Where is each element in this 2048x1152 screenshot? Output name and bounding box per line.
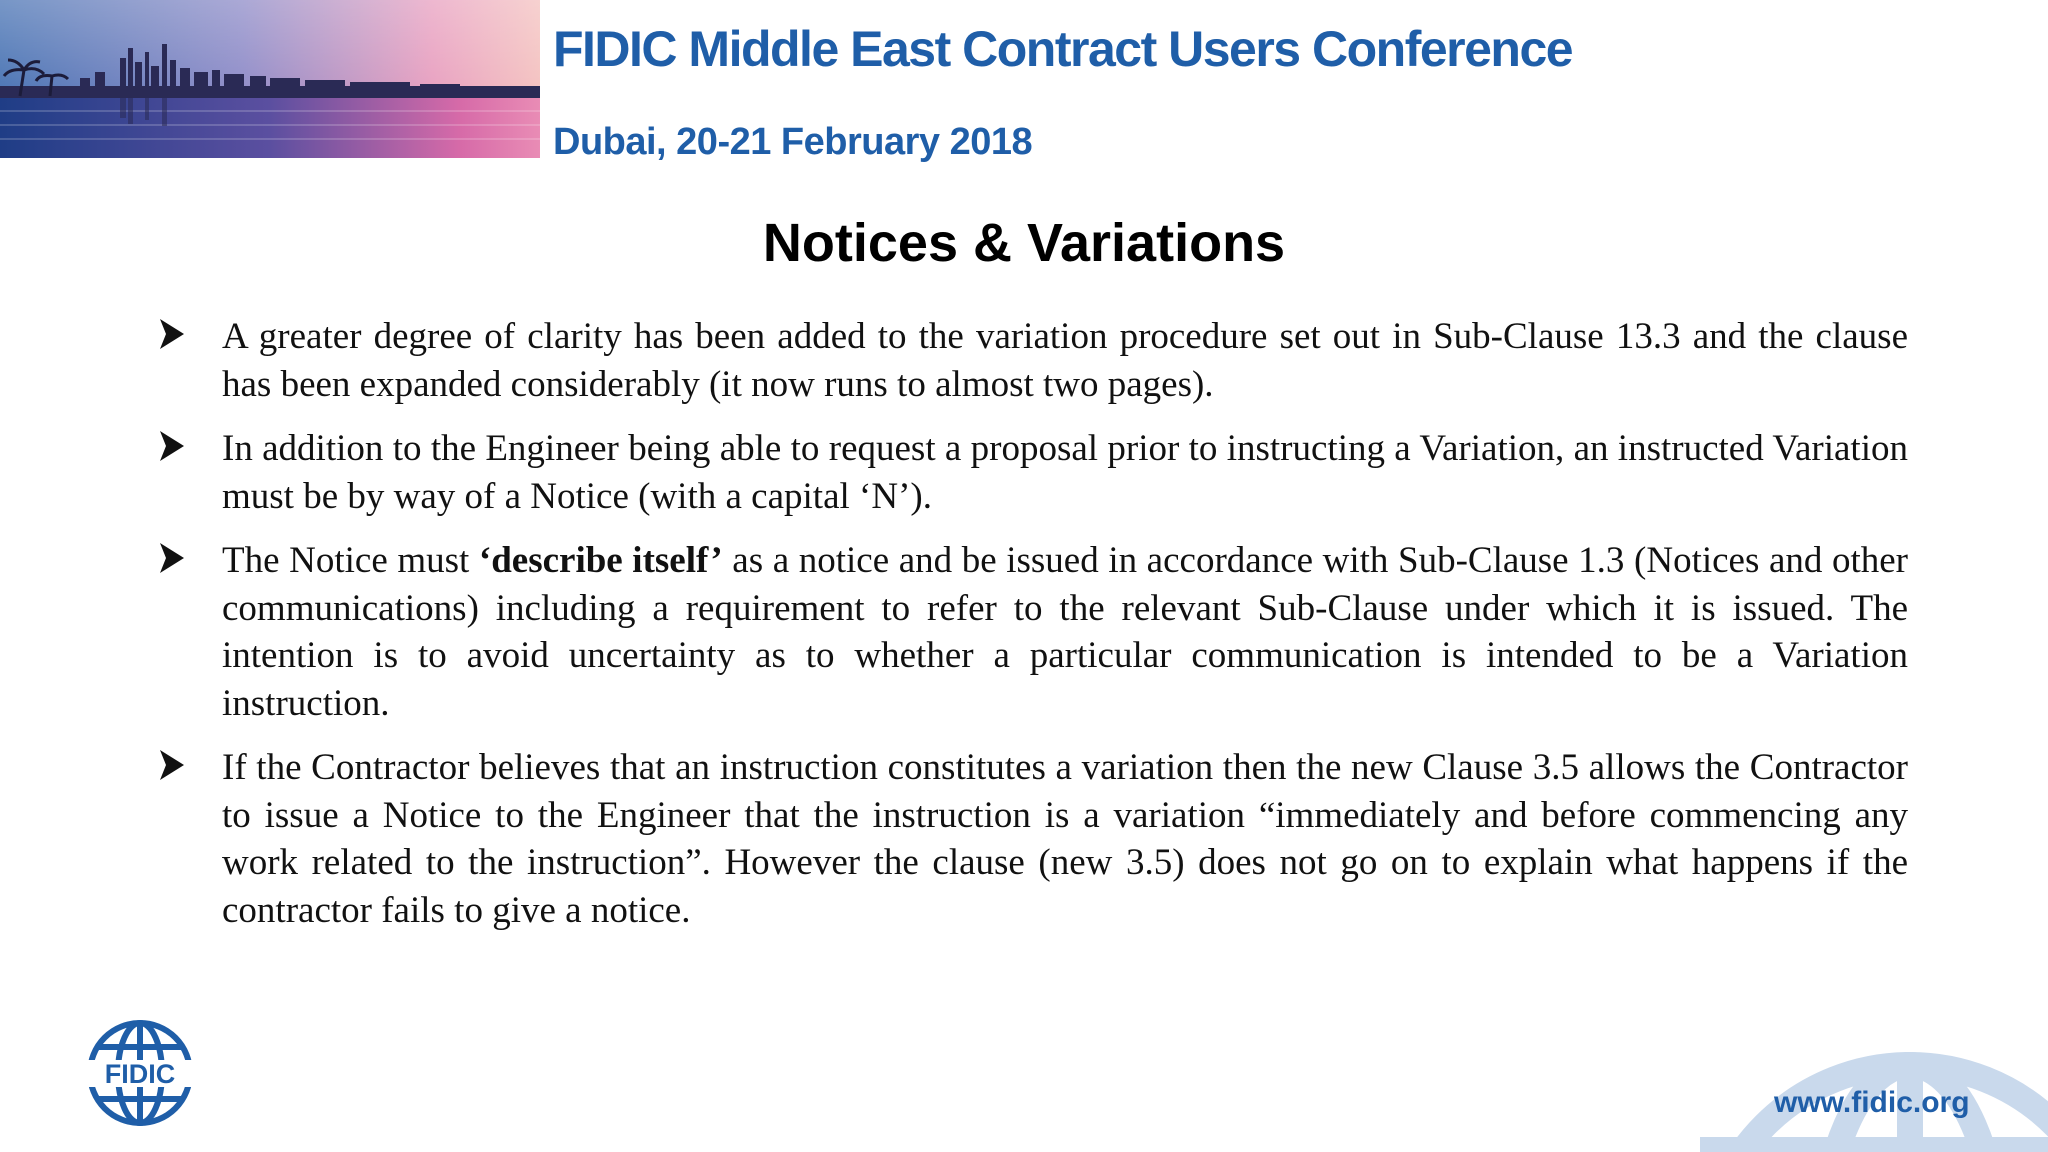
bullet-text-segment: A greater degree of clarity has been added to the variation procedure set out in Sub-Clause 13.3 and the clause has been expanded considerably (it now runs to almost two pages). bbox=[222, 316, 1908, 405]
website-url: www.fidic.org bbox=[1774, 1086, 1970, 1119]
bullet-item bbox=[0, 537, 2048, 727]
bullet-text bbox=[222, 425, 1908, 520]
fidic-logo bbox=[84, 1017, 196, 1129]
bullet-text bbox=[222, 537, 1908, 727]
arrowhead-bullet-icon bbox=[159, 541, 185, 575]
bullet-text-segment: as a notice and be issued in accordance with Sub-Clause 1.3 (Notices and other communications) including a requirement to refer to the relevant Sub-Clause under which it is issued. The intention is to avoid uncertainty as to whether a particular communication is intended to be a Variation instruction. bbox=[222, 540, 1908, 724]
bullet-text-segment: If the Contractor believes that an instruction constitutes a variation then the new Clause 3.5 allows the Contractor to issue a Notice to the Engineer that the instruction is a variation “immediately and before commencing any work related to the instruction”. However the clause (new 3.5) does not go on to explain what happens if the contractor fails to give a notice. bbox=[222, 747, 1908, 931]
bullet-list bbox=[0, 313, 2048, 951]
conference-subtitle: Dubai, 20-21 February 2018 bbox=[553, 121, 1033, 163]
bullet-text bbox=[222, 313, 1908, 408]
bullet-item bbox=[0, 425, 2048, 520]
dubai-skyline-banner-image bbox=[0, 0, 540, 158]
arrowhead-bullet-icon bbox=[159, 748, 185, 782]
bullet-text bbox=[222, 744, 1908, 934]
bullet-text-segment: The Notice must bbox=[222, 540, 479, 581]
conference-title: FIDIC Middle East Contract Users Conference bbox=[553, 21, 1573, 77]
bullet-text-bold-segment: ‘describe itself’ bbox=[478, 540, 723, 581]
fidic-logo-text: FIDIC bbox=[104, 1059, 176, 1089]
slide-title: Notices & Variations bbox=[762, 213, 1286, 273]
arrowhead-bullet-icon bbox=[159, 429, 185, 463]
bullet-item bbox=[0, 744, 2048, 934]
bullet-text-segment: In addition to the Engineer being able to request a proposal prior to instructing a Variation, an instructed Variation must be by way of a Notice (with a capital ‘N’). bbox=[222, 428, 1908, 517]
arrowhead-bullet-icon bbox=[159, 317, 185, 351]
bullet-item bbox=[0, 313, 2048, 408]
